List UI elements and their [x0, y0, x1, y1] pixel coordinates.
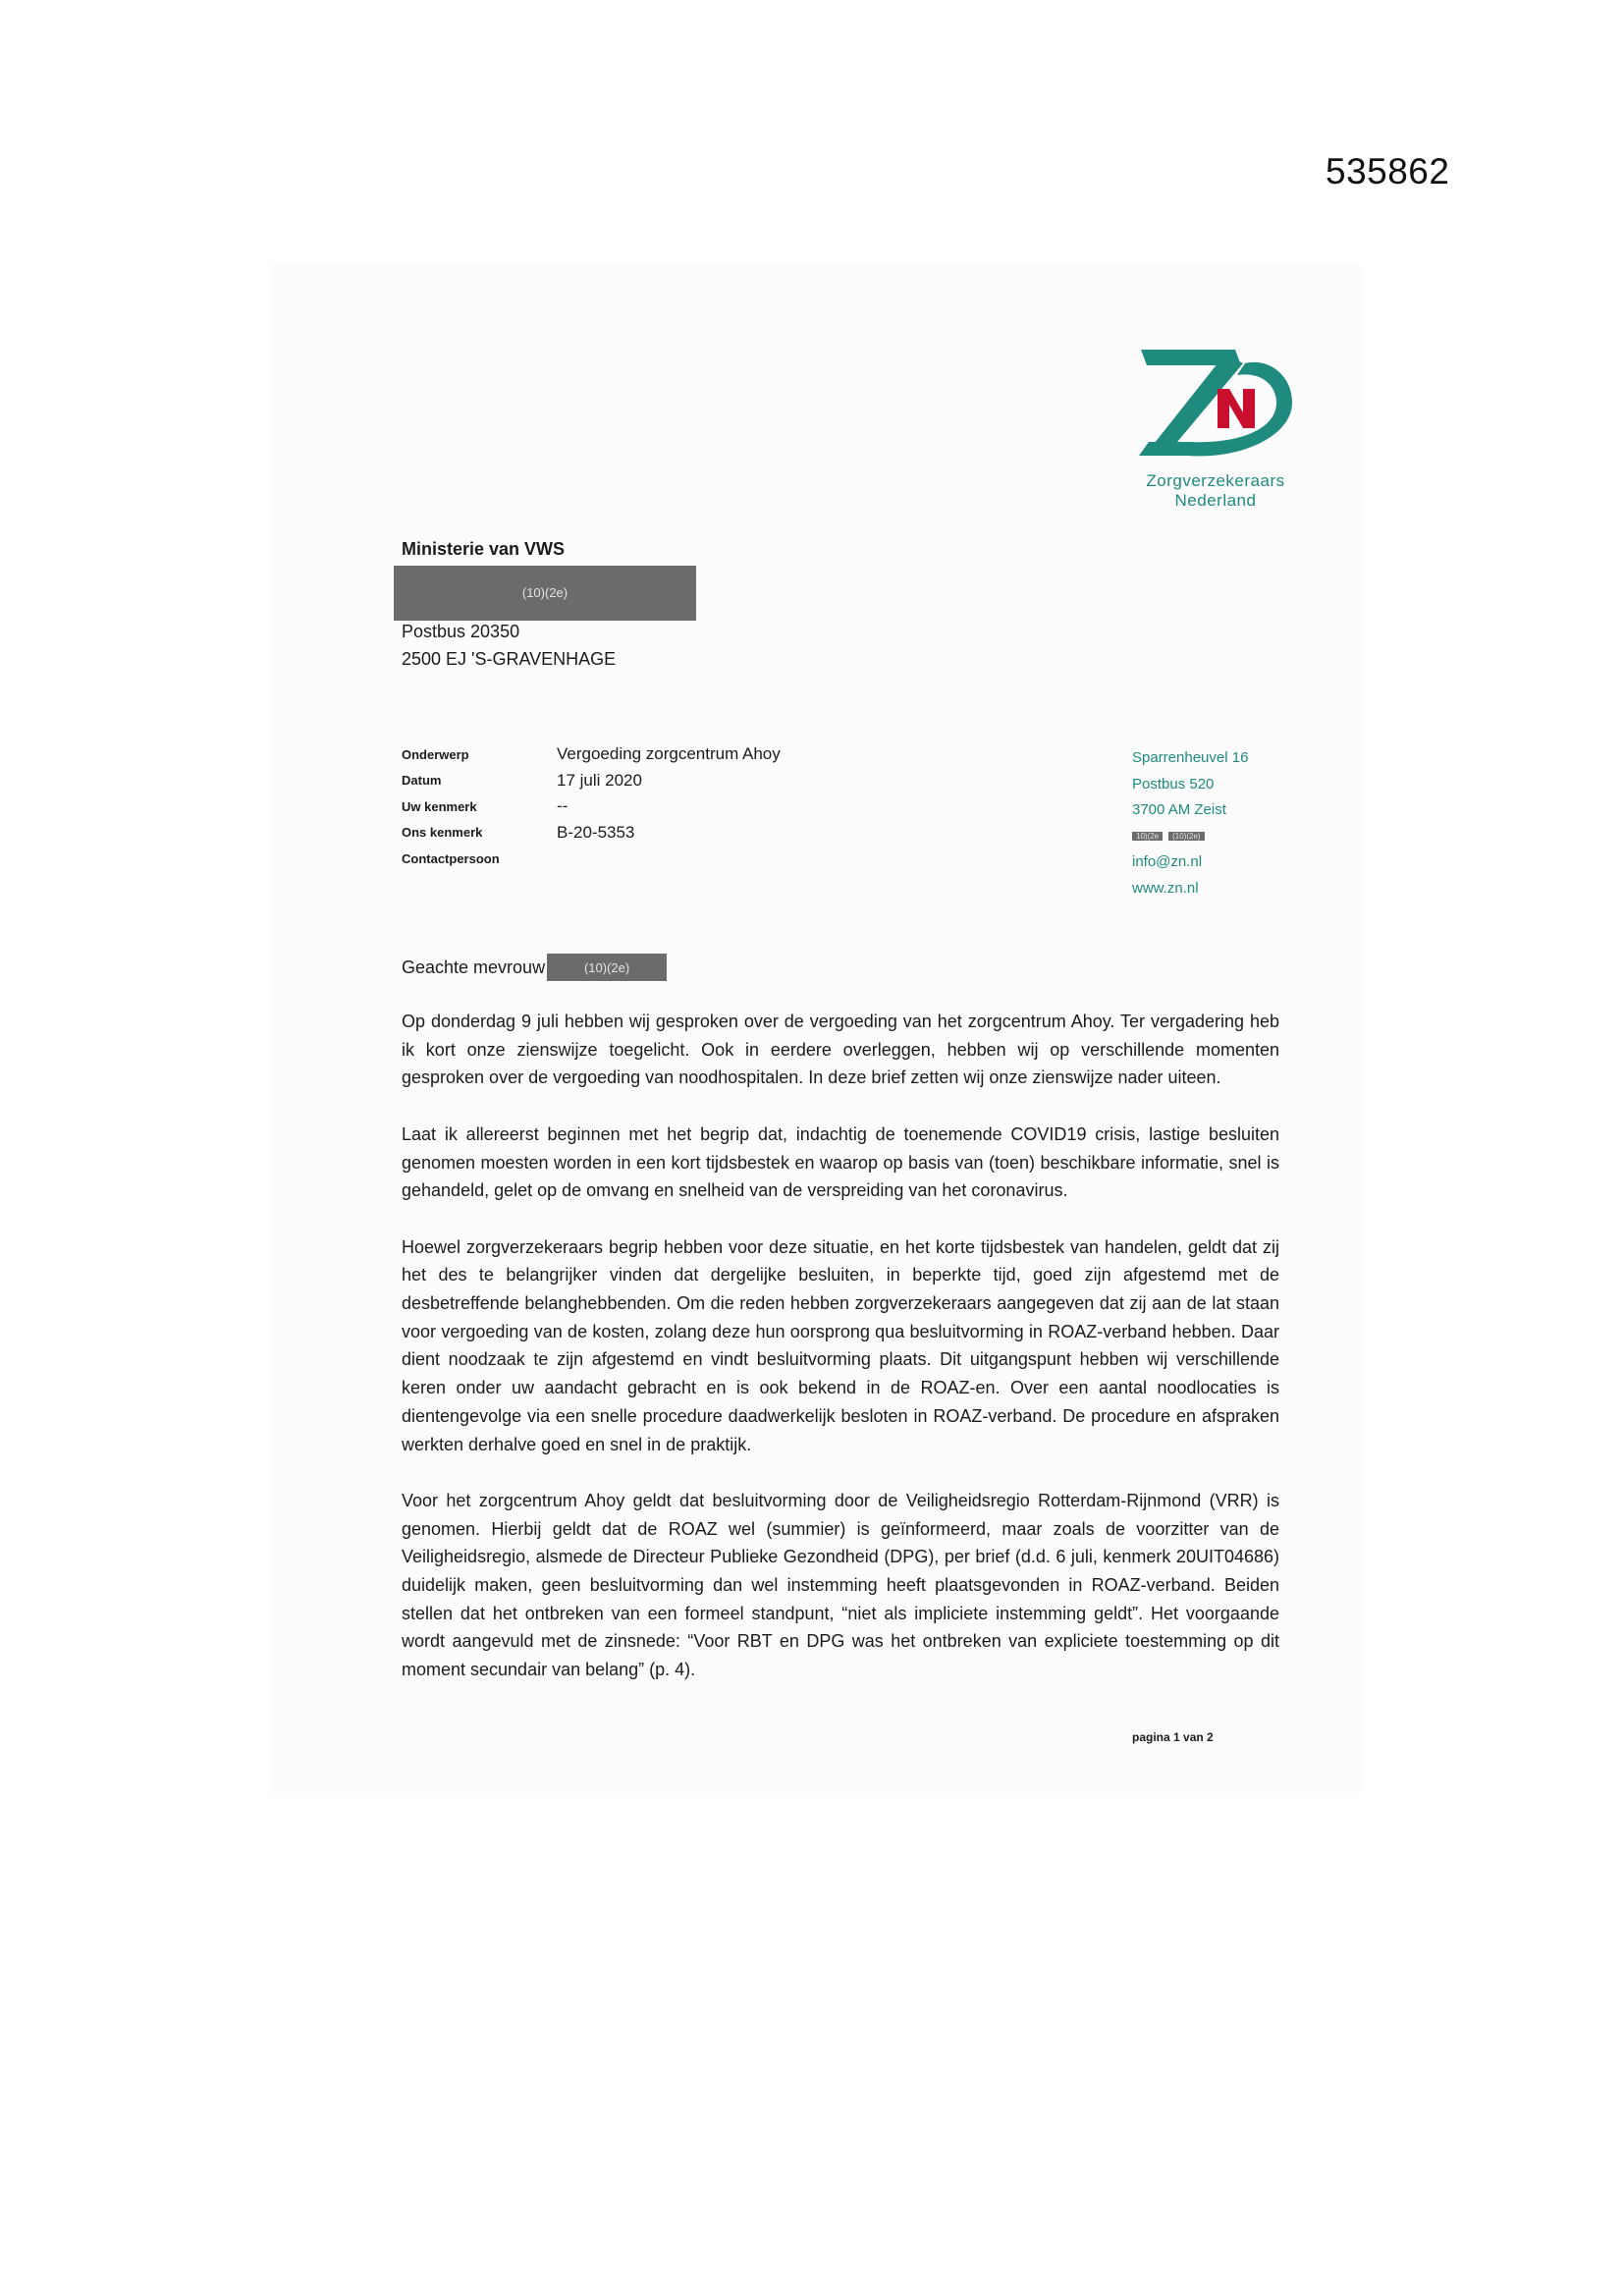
salutation-text: Geachte mevrouw: [402, 957, 546, 977]
zn-logo: [1129, 346, 1302, 513]
meta-row: [402, 768, 781, 794]
redaction-box: (10)(2e): [394, 566, 696, 621]
page-number: pagina 1 van 2: [1132, 1730, 1214, 1744]
sender-city: 3700 AM Zeist: [1132, 801, 1226, 818]
meta-value: --: [557, 796, 568, 816]
paragraph: Voor het zorgcentrum Ahoy geldt dat besluitvorming door de Veiligheidsregio Rotterdam-Rijnmond (VRR) is genomen. Hierbij geldt dat de ROAZ wel (summier) is geïnformeerd, maar zoals de voorzitter van de Veiligheidsregio, alsmede de Directeur Publieke Gezondheid (DPG), per brief (d.d. 6 juli, kenmerk 20UIT04686) duidelijk maken, geen besluitvorming dan wel instemming heeft plaatsgevonden in ROAZ-verband. Beiden stellen dat het ontbreken van een formeel standpunt, “niet als impliciete instemming geldt”. Het voorgaande wordt aangevuld met de zinsnede: “Voor RBT en DPG was het ontbreken van expliciete toestemming op dit moment secundair van belang” (p. 4).: [402, 1490, 1279, 1680]
sender-website-link[interactable]: www.zn.nl: [1132, 879, 1199, 897]
meta-label: Onderwerp: [402, 746, 469, 762]
paragraph: Op donderdag 9 juli hebben wij gesproken over de vergoeding van het zorgcentrum Ahoy. Ter vergadering heb ik kort onze zienswijze toegelicht. Ook in eerdere overleggen, hebben wij op verschillende momenten gesproken over de vergoeding van noodhospitalen. In deze brief zetten wij onze zienswijze nader uiteen.: [402, 1011, 1279, 1088]
redaction-box: (10)(2e): [1168, 832, 1204, 841]
meta-value: Vergoeding zorgcentrum Ahoy: [557, 744, 781, 764]
meta-value: 17 juli 2020: [557, 770, 642, 790]
letter-meta: [402, 741, 781, 872]
recipient-name: Ministerie van VWS: [402, 539, 566, 559]
document-number: 535862: [1326, 151, 1450, 191]
sender-address: [1132, 745, 1248, 902]
sender-street: Sparrenheuvel 16: [1132, 749, 1249, 766]
paragraph: Hoewel zorgverzekeraars begrip hebben voor deze situatie, en het korte tijdsbestek van handelen, geldt dat zij het des te belangrijker vinden dat dergelijke besluiten, in beperkte tijd, goed zijn afgestemd met de desbetreffende belanghebbenden. Om die reden hebben zorgverzekeraars aangegeven dat zij aan de lat staan voor vergoeding van de kosten, zolang deze hun oorsprong qua besluitvorming in ROAZ-verband hebben. Daar dient noodzaak te zijn afgestemd en vindt besluitvorming plaats. Dit uitgangspunt hebben wij verschillende keren onder uw aandacht gebracht en is ook bekend in de ROAZ-en. Over een aantal noodlocaties is dientengevolge via een snelle procedure daadwerkelijk besloten in ROAZ-verband. De procedure en afspraken werkten derhalve goed en snel in de praktijk.: [402, 1236, 1279, 1454]
logo-text-line2: Nederland: [1174, 491, 1257, 510]
address-line: 2500 EJ 'S-GRAVENHAGE: [402, 649, 617, 669]
meta-row: [402, 793, 781, 820]
meta-label: Contactpersoon: [402, 850, 500, 866]
redaction-box: (10)(2e): [547, 954, 667, 981]
address-line: Postbus 20350: [402, 622, 520, 641]
recipient-address: [402, 618, 794, 673]
sender-postbus: Postbus 520: [1132, 775, 1215, 793]
meta-label: Ons kenmerk: [402, 825, 483, 841]
salutation: [402, 954, 667, 981]
paragraph: Laat ik allereerst beginnen met het begrip dat, indachtig de toenemende COVID19 crisis, lastige besluiten genomen moesten worden in een kort tijdsbestek en waarop op basis van (toen) beschikbare informatie, snel is gehandeld, gelet op de omvang en snelheid van de verspreiding van het coronavirus.: [402, 1123, 1279, 1201]
meta-label: Uw kenmerk: [402, 798, 477, 814]
redaction-box: 10)(2e: [1132, 832, 1163, 841]
meta-row: [402, 820, 781, 847]
zn-logo-mark: [1135, 346, 1296, 465]
sender-redaction: [1132, 824, 1248, 850]
meta-value: B-20-5353: [557, 822, 635, 842]
letter-body: [402, 1008, 1279, 1713]
meta-row: [402, 741, 781, 768]
meta-label: Datum: [402, 773, 442, 789]
recipient-block: [402, 535, 617, 669]
logo-text-line1: Zorgverzekeraars: [1146, 471, 1285, 490]
sender-email-link[interactable]: info@zn.nl: [1132, 853, 1203, 870]
meta-row: [402, 846, 781, 872]
